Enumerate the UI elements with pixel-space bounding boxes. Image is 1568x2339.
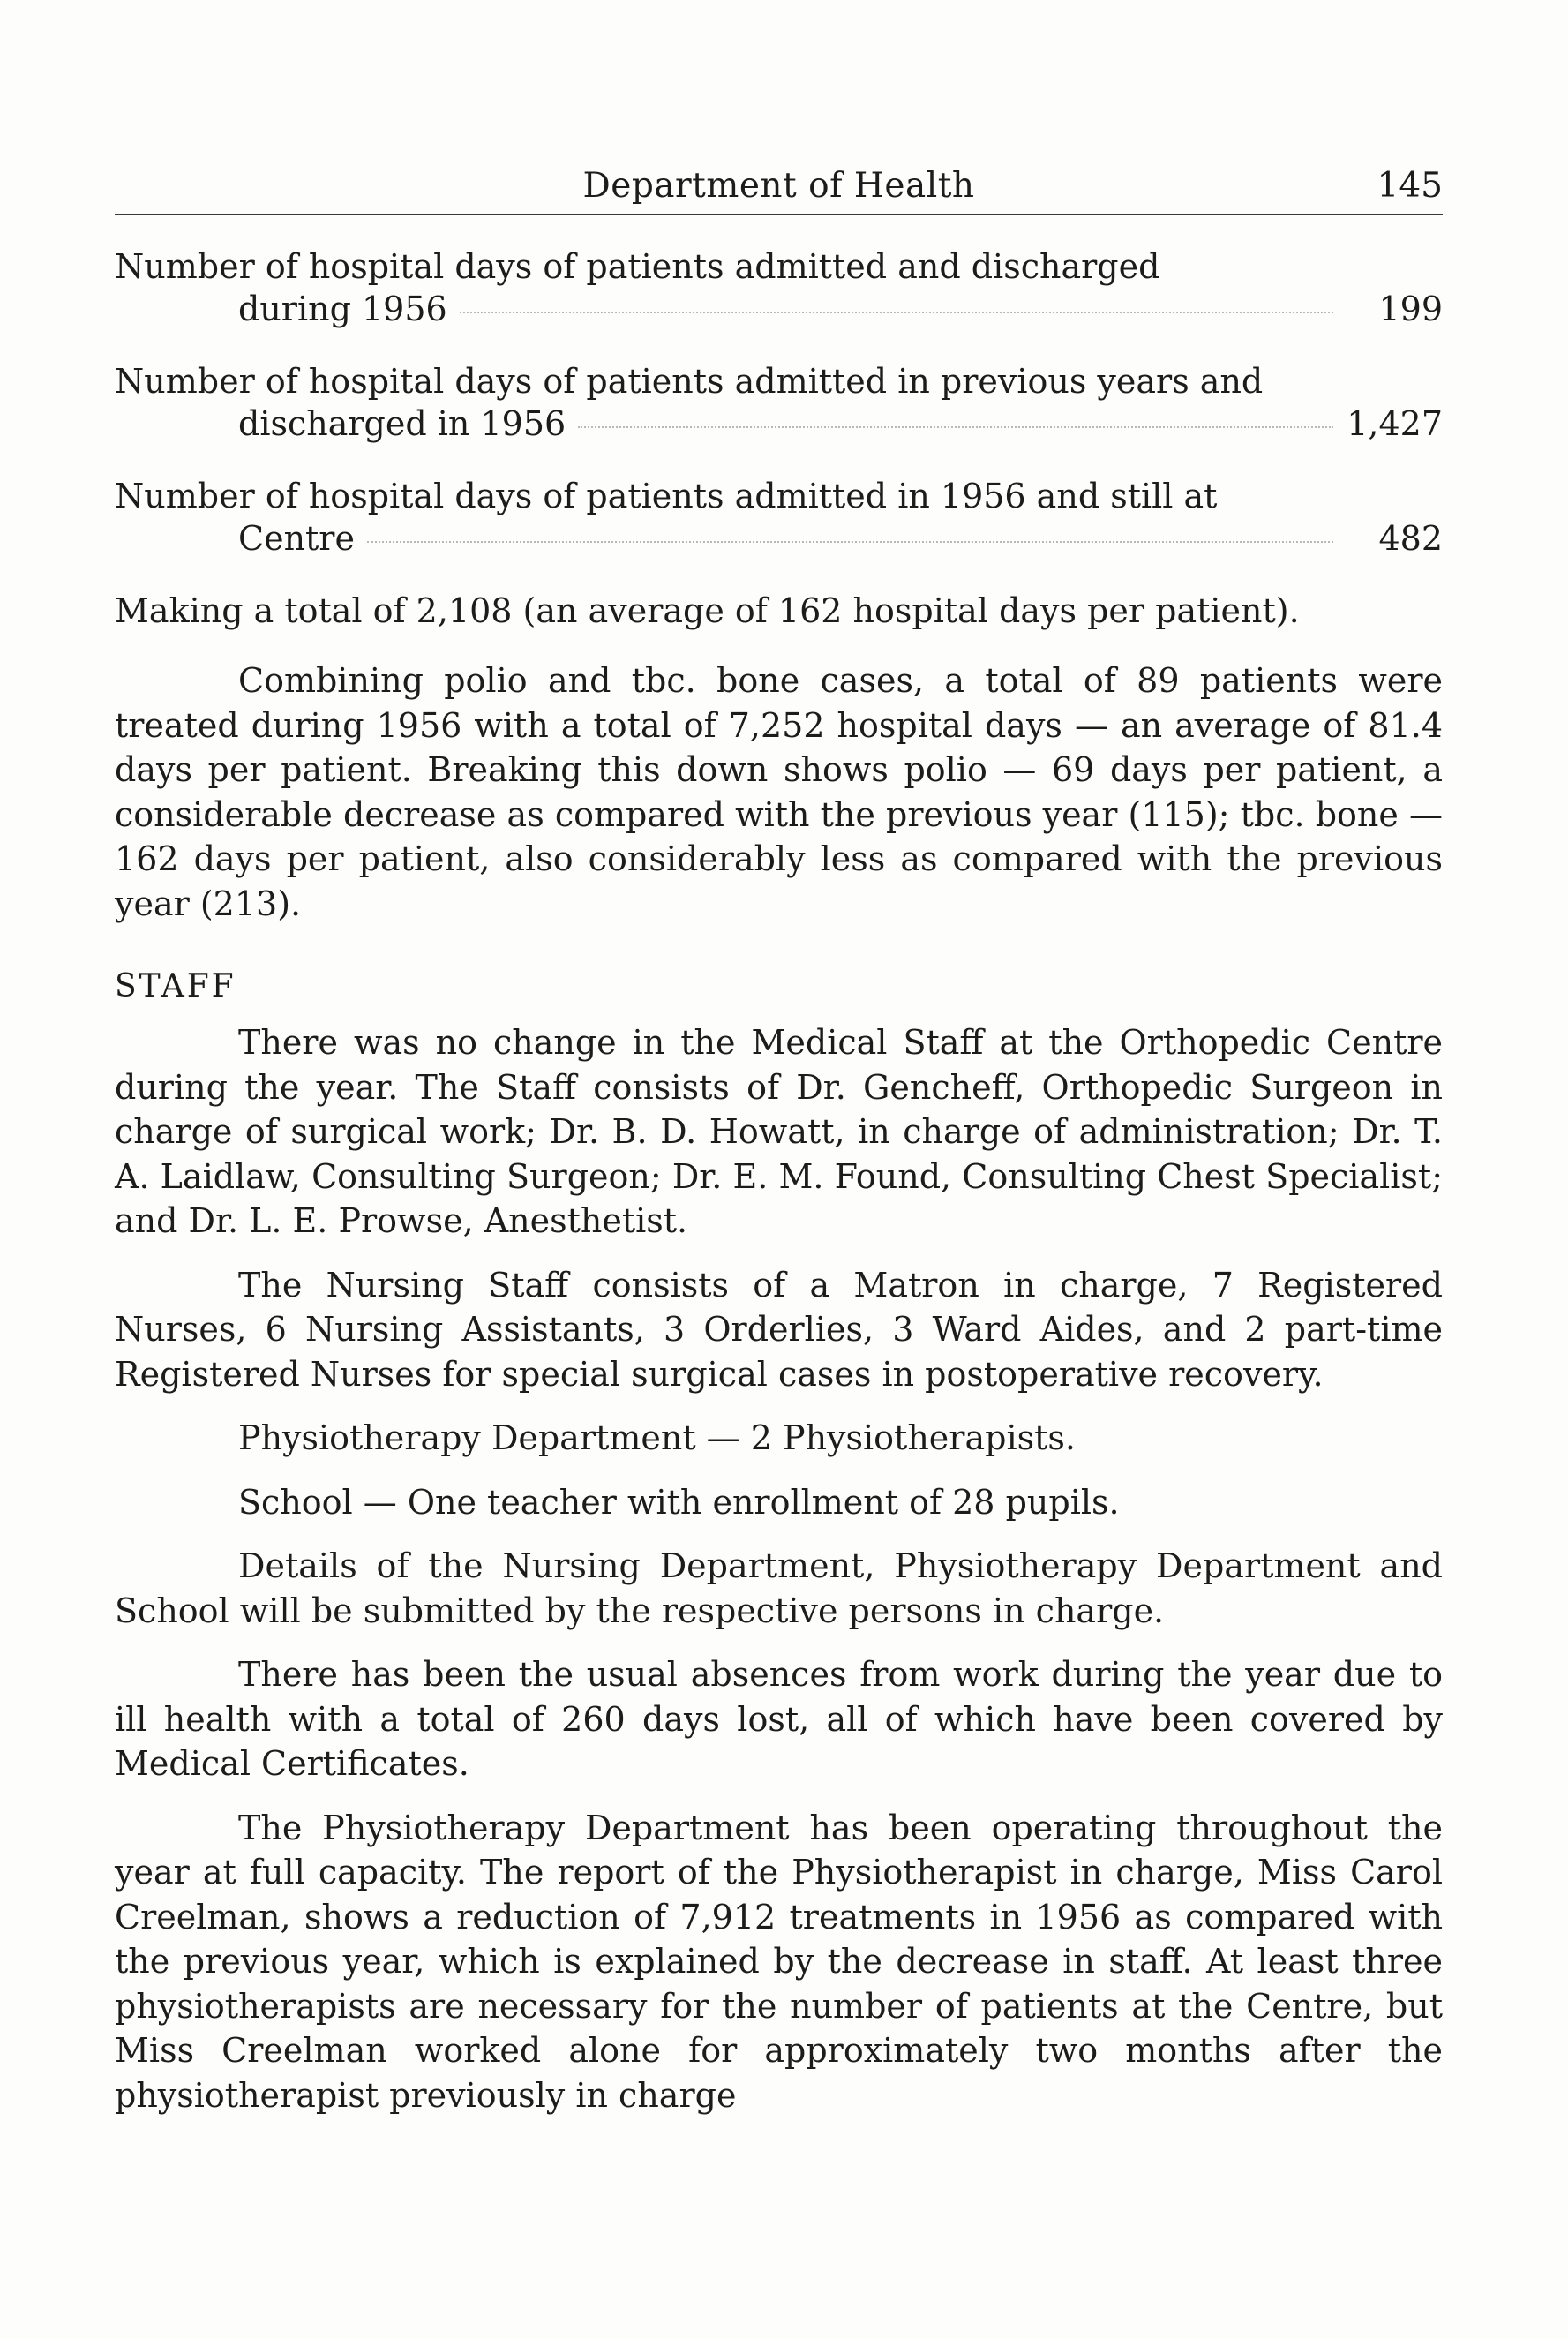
dot-leader [367, 541, 1333, 543]
paragraph-nursing-staff: The Nursing Staff consists of a Matron in charge, 7 Registered Nurses, 6 Nursing Assistants, 3 Orderlies, 3 Ward Aides, and 2 part-time Registered Nurses for special surgical cases in postoperative recovery. [115, 1265, 1443, 1394]
page-header [115, 159, 1443, 215]
stat-entry [115, 245, 1443, 330]
paragraph-medical-staff: There was no change in the Medical Staff at the Orthopedic Centre during the year. The Staff consists of Dr. Gencheff, Orthopedic Surgeon in charge of surgical work; Dr. B. D. Howatt, in charge of administration; Dr. T. A. Laidlaw, Consulting Surgeon; Dr. E. M. Found, Consulting Chest Specialist; and Dr. L. E. Prowse, Anesthetist. [115, 1023, 1443, 1240]
stat-value: 1,427 [1347, 404, 1443, 443]
stat-label-line1: Number of hospital days of patients admitted in previous years and [115, 362, 1264, 401]
dot-leader [460, 312, 1333, 313]
stat-label-line1: Number of hospital days of patients admitted in 1956 and still at [115, 477, 1218, 515]
document-page [115, 159, 1443, 2117]
paragraph-school: School — One teacher with enrollment of 28 pupils. [238, 1482, 1120, 1522]
paragraph-physiotherapy-report: The Physiotherapy Department has been operating throughout the year at full capacity. The report of the Physiotherapist in charge, Miss Carol Creelman, shows a reduction of 7,912 treatments in 1956 as compared with the previous year, which is explained by the decrease in staff. At least three physiotherapists are necessary for the number of patients at the Centre, but Miss Creelman worked alone for approximately two months after the physiotherapist previously in charge [115, 1808, 1443, 2115]
section-heading-staff: STAFF [115, 968, 236, 1004]
paragraph-physiotherapy-staff: Physiotherapy Department — 2 Physiotherapists. [238, 1418, 1076, 1457]
page-number: 145 [1377, 166, 1443, 206]
paragraph-details: Details of the Nursing Department, Physiotherapy Department and School will be submitted by the respective persons in charge. [115, 1546, 1443, 1630]
total-summary: Making a total of 2,108 (an average of 162 hospital days per patient). [115, 591, 1300, 630]
running-title: Department of Health [582, 166, 975, 206]
paragraph-absences: There has been the usual absences from work during the year due to ill health with a total of 260 days lost, all of which have been covered by Medical Certificates. [115, 1655, 1443, 1783]
paragraph-polio-summary: Combining polio and tbc. bone cases, a total of 89 patients were treated during 1956 with a total of 7,252 hospital days — an average of 81.4 days per patient. Breaking this down shows polio — 69 days per patient, a considerable decrease as compared with the previous year (115); tbc. bone — 162 days per patient, also considerably less as compared with the previous year (213). [115, 661, 1443, 923]
stat-entry [115, 475, 1443, 560]
stat-label-line2: discharged in 1956 [238, 404, 566, 443]
stat-value: 482 [1378, 519, 1443, 558]
stat-label-line1: Number of hospital days of patients admitted and discharged [115, 247, 1160, 286]
dot-leader [578, 426, 1333, 428]
stat-label-line2: Centre [238, 519, 355, 558]
stat-value: 199 [1378, 290, 1443, 328]
stat-entry [115, 360, 1443, 445]
stat-label-line2: during 1956 [238, 290, 447, 328]
